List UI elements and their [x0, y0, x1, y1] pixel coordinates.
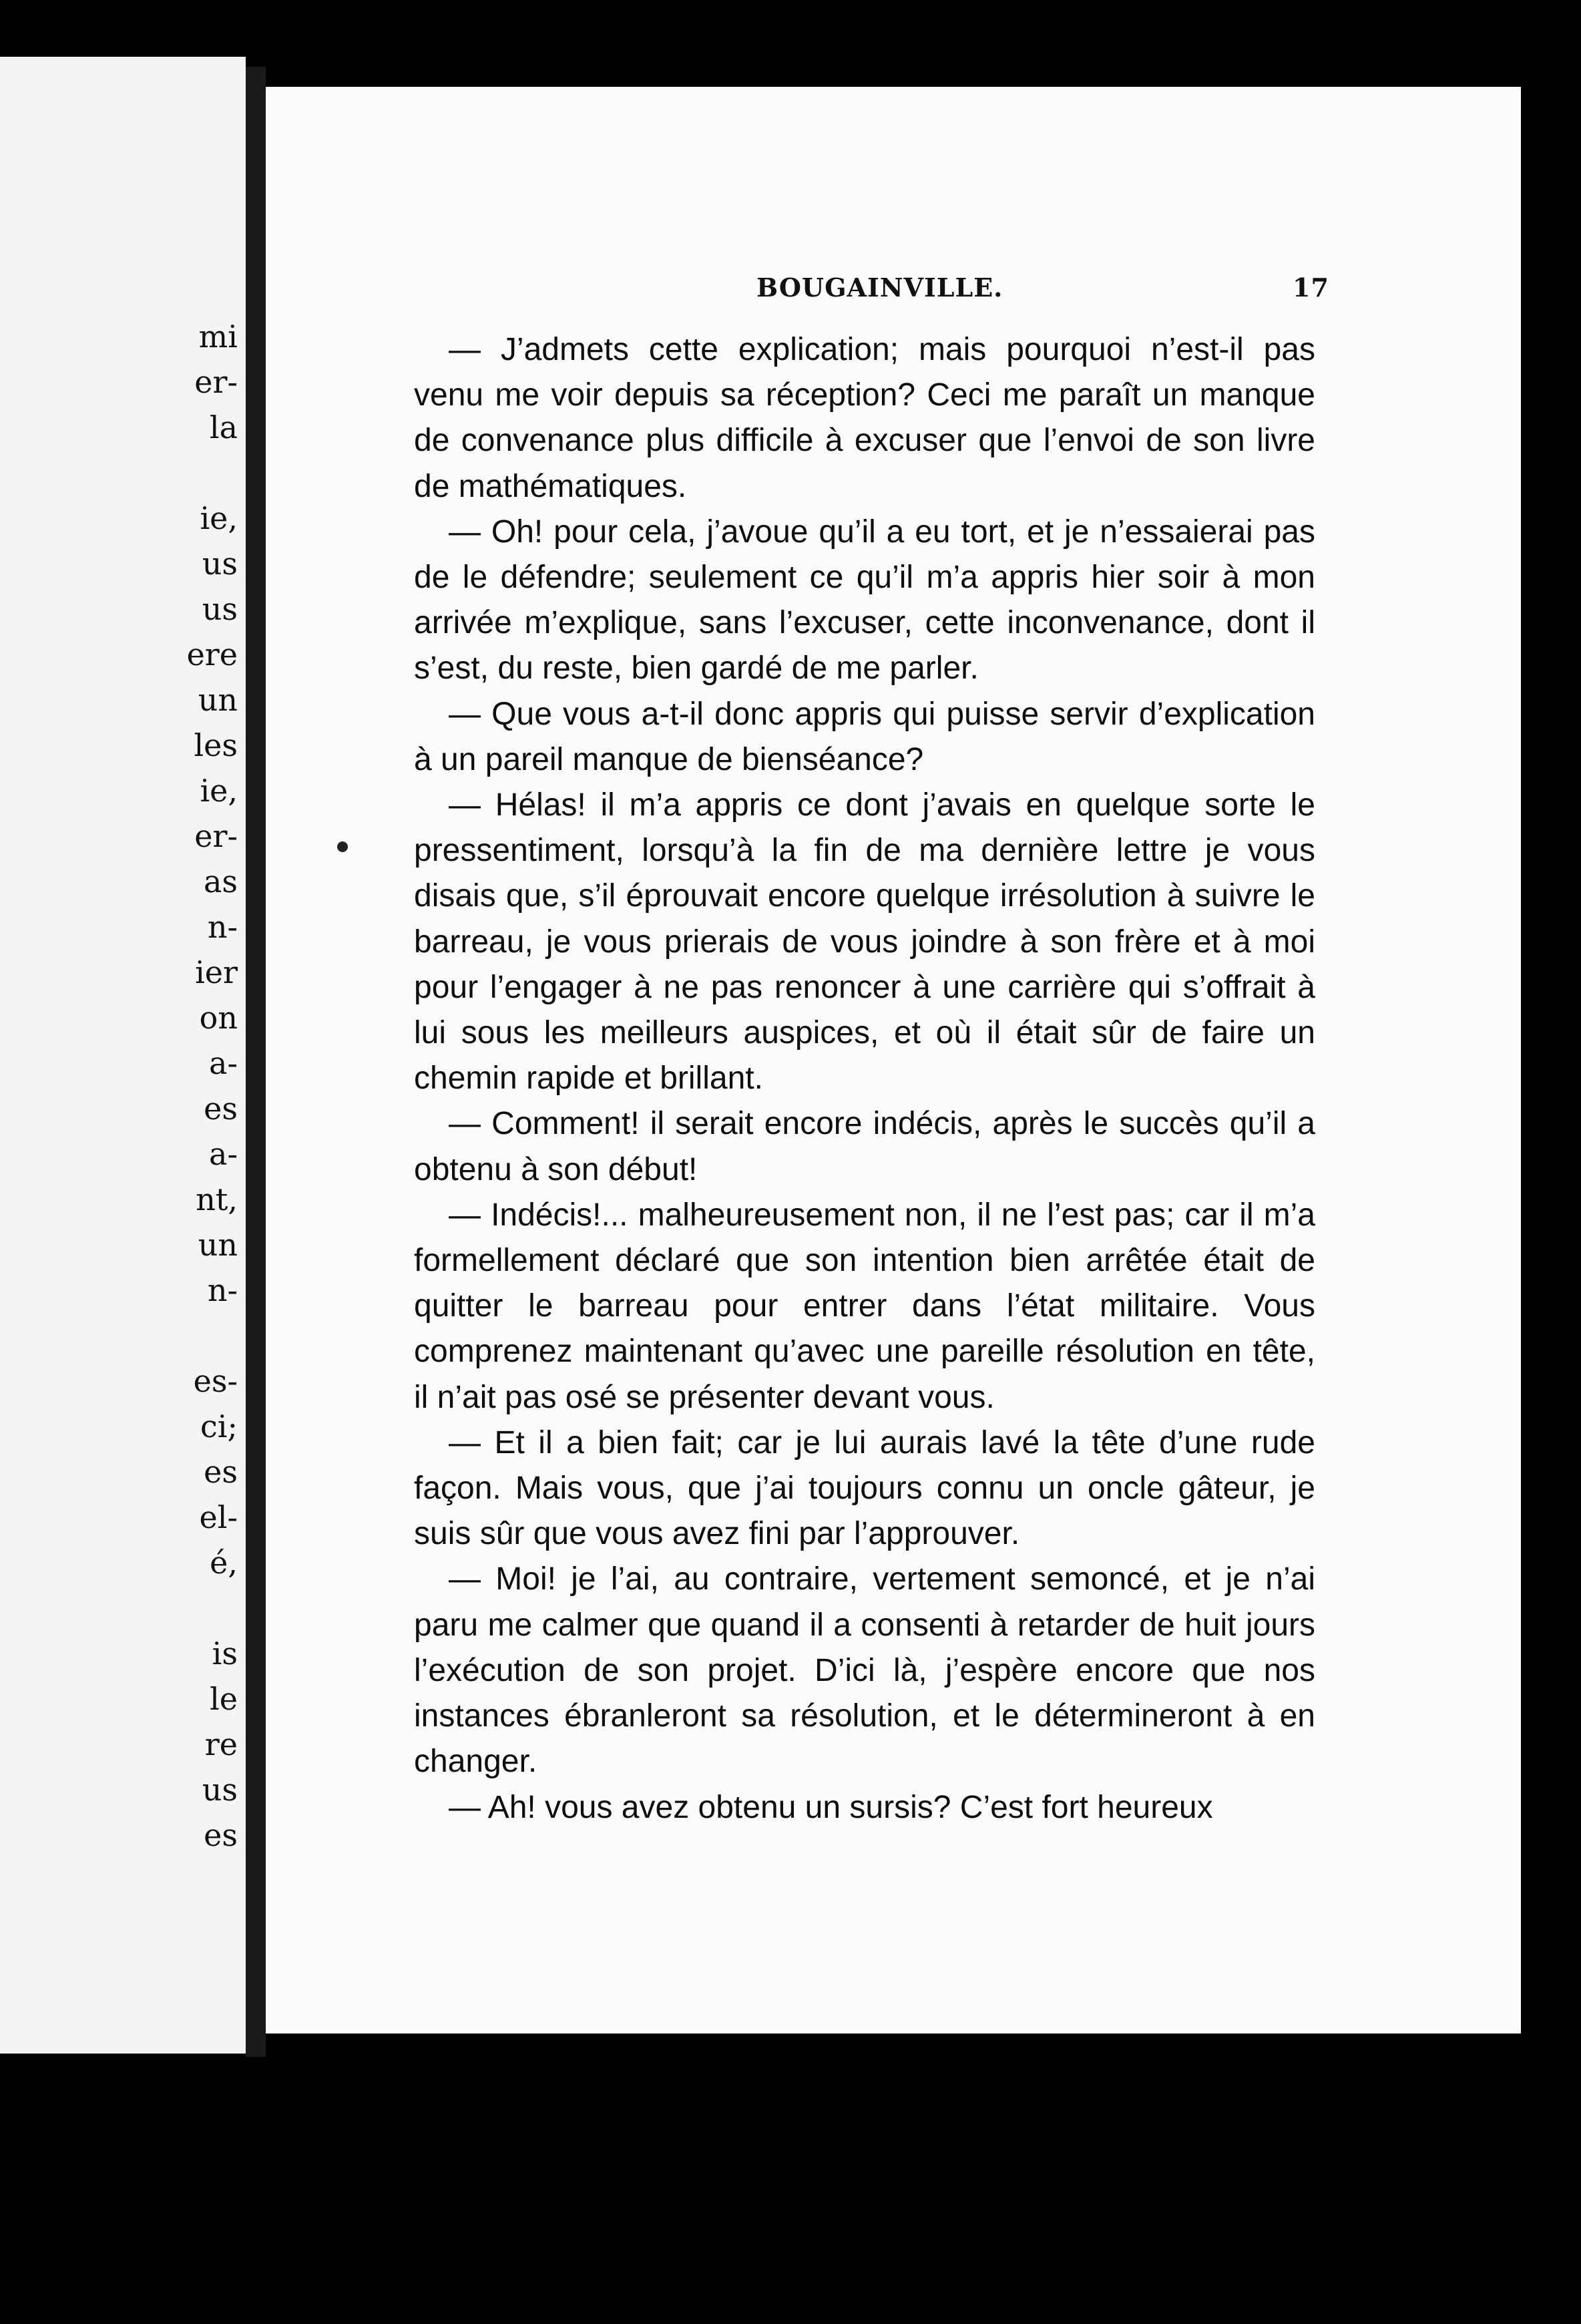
left-fragment: ie, — [200, 500, 238, 536]
paragraph: — J’admets cette explication; mais pourquoi n’est-il pas venu me voir depuis sa réception? Ceci me paraît un manque de convenance plus difficile à excuser que l’envoi de son livre de mathématiques. — [414, 332, 1315, 504]
paragraph: — Hélas! il m’a appris ce dont j’avais en quelque sorte le pressentiment, lorsqu’à la fin de ma dernière lettre je vous disais que, s’il éprouvait encore quelque irrésolution à suivre le barreau, je vous prierais de vous joindre à son frère et à moi pour l’engager à ne pas renoncer à une carrière qui s’offrait à lui sous les meilleurs auspices, et où il était sûr de faire un chemin rapide et brillant. — [414, 787, 1315, 1097]
paragraph: — Ah! vous avez obtenu un sursis? C’est fort heureux — [449, 1789, 1213, 1825]
paragraph: — Moi! je l’ai, au contraire, vertement semoncé, et je n’ai paru me calmer que quand il a consenti à retarder de huit jours l’exécution de son projet. D’ici là, j’espère encore que nos instances ébranleront sa résolution, et le détermineront à en changer. — [414, 1561, 1315, 1780]
page-number: 17 — [1293, 272, 1329, 303]
left-fragment — [187, 1313, 238, 1358]
left-fragment: a- — [209, 1136, 238, 1172]
left-fragment: un — [198, 1227, 238, 1263]
left-fragment: us — [202, 591, 238, 627]
body-text — [414, 327, 1315, 1830]
paragraph: — Que vous a-t-il donc appris qui puisse servir d’explication à un pareil manque de bienséance? — [414, 696, 1315, 777]
left-fragment: on — [199, 1000, 238, 1036]
margin-mark — [337, 841, 348, 852]
paragraph: — Indécis!... malheureusement non, il ne l’est pas; car il m’a formellement déclaré que son intention bien arrêtée était de quitter le barreau pour entrer dans l’état militaire. Vous comprenez maintenant qu’avec une pareille résolution en tête, il n’ait pas osé se présenter devant vous. — [414, 1197, 1315, 1415]
left-fragment: ier — [195, 954, 238, 990]
left-fragment: ci; — [200, 1408, 238, 1444]
left-fragment — [187, 450, 238, 496]
left-fragment: is — [212, 1635, 238, 1672]
paragraph: — Et il a bien fait; car je lui aurais lavé la tête d’une rude façon. Mais vous, que j’ai toujours connu un oncle gâteur, je suis sûr que vous avez fini par l’approuver. — [414, 1424, 1315, 1552]
left-fragment: us — [202, 546, 238, 582]
book-gutter — [246, 67, 266, 2057]
left-fragment: us — [202, 1772, 238, 1808]
left-fragment: n- — [207, 1272, 238, 1308]
left-fragment: a- — [209, 1045, 238, 1081]
left-fragment: ie, — [200, 773, 238, 809]
left-fragment: ere — [186, 636, 238, 672]
left-fragment — [187, 1585, 238, 1631]
left-fragment: es — [204, 1817, 238, 1853]
paragraph: — Oh! pour cela, j’avoue qu’il a eu tort, et je n’essaierai pas de le défendre; seulement ce qu’il m’a appris hier soir à mon arrivée m’explique, sans l’excuser, cette inconvenance, dont il s’est, du reste, bien gardé de me parler. — [414, 514, 1315, 687]
left-fragment: el- — [199, 1499, 238, 1535]
left-fragment: re — [204, 1726, 238, 1762]
left-fragment: n- — [207, 909, 238, 945]
right-page — [266, 87, 1521, 2034]
left-fragment: es — [204, 1454, 238, 1490]
left-fragment: la — [209, 409, 238, 445]
left-fragment: er- — [194, 818, 238, 854]
left-fragment: as — [203, 863, 238, 900]
left-fragment: es — [204, 1091, 238, 1127]
left-fragment: é, — [210, 1545, 238, 1581]
left-fragment: un — [198, 682, 238, 718]
left-fragment: le — [210, 1681, 238, 1717]
left-page-text-fragments — [187, 314, 238, 1858]
left-page-edge — [0, 57, 246, 2054]
page-header — [266, 272, 1521, 313]
paragraph: — Comment! il serait encore indécis, après le succès qu’il a obtenu à son début! — [414, 1106, 1315, 1187]
left-fragment: mi — [198, 319, 238, 355]
left-fragment: es- — [193, 1363, 238, 1399]
left-fragment: er- — [194, 364, 238, 400]
running-title: BOUGAINVILLE. — [756, 272, 1003, 303]
left-fragment: nt, — [196, 1181, 238, 1217]
left-fragment: les — [194, 727, 238, 763]
